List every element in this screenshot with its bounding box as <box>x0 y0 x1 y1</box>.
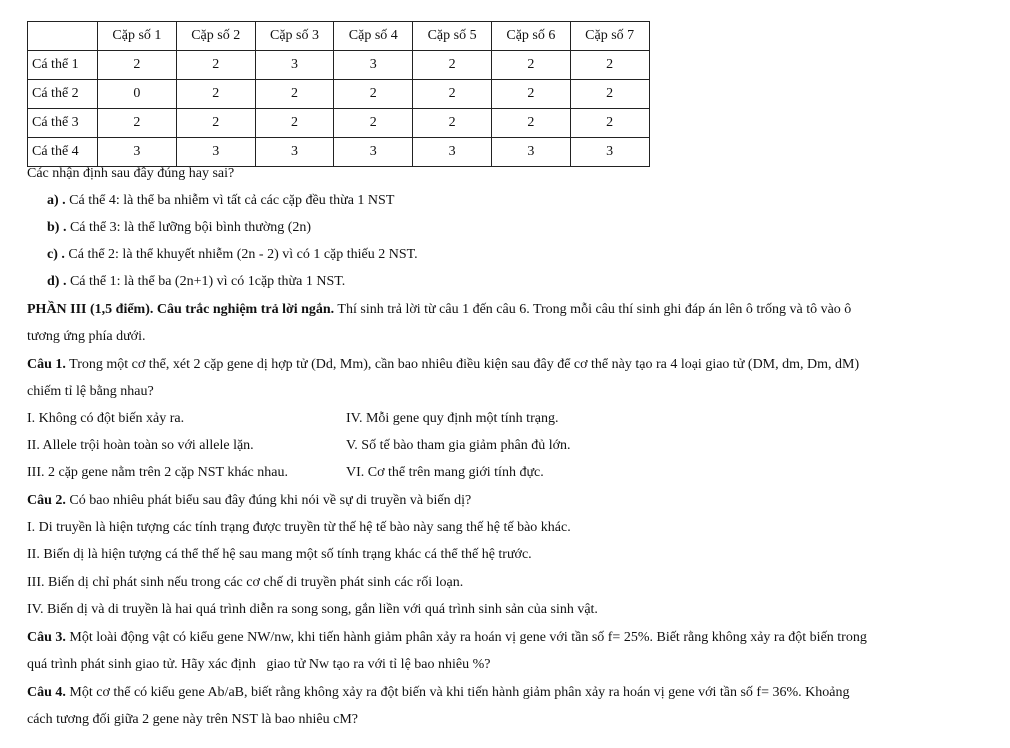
statement-label: b) . <box>47 220 67 235</box>
row-label: Cá thể 1 <box>28 51 98 80</box>
q1-option: I. Không có đột biến xảy ra. <box>27 411 185 426</box>
question-label: Câu 4. <box>27 685 66 700</box>
question-4-cont: cách tương đối giữa 2 gene này trên NST là bao nhiêu cM? <box>27 712 359 727</box>
table-cell: 2 <box>570 80 649 109</box>
statement-label: c) . <box>47 247 65 262</box>
table-cell: 2 <box>176 80 255 109</box>
table-cell: 3 <box>176 138 255 167</box>
table-cell: 2 <box>491 51 570 80</box>
question-text: Có bao nhiêu phát biểu sau đây đúng khi nói về sự di truyền và biến dị? <box>65 493 472 508</box>
table-row <box>28 51 650 80</box>
question-text: Một loài động vật có kiểu gene NW/nw, khi tiến hành giảm phân xảy ra hoán vị gene với tần số f= 25%. Biết rằng không xảy ra đột biến trong <box>65 630 867 645</box>
table-header-cell: Cặp số 5 <box>413 22 492 51</box>
question-prompt: Các nhận định sau đây đúng hay sai? <box>27 166 235 181</box>
part3-text-cont: tương ứng phía dưới. <box>27 329 146 344</box>
row-label: Cá thể 2 <box>28 80 98 109</box>
question-text: Trong một cơ thể, xét 2 cặp gene dị hợp tử (Dd, Mm), cần bao nhiêu điều kiện sau đây để cơ thể này tạo ra 4 loại giao tử (DM, dm, Dm, dM) <box>65 357 860 372</box>
question-1 <box>27 357 859 373</box>
part3-intro <box>27 302 851 318</box>
statement-label: a) . <box>47 193 66 208</box>
table-cell: 2 <box>491 80 570 109</box>
statement-c <box>47 247 418 263</box>
q2-item: II. Biến dị là hiện tượng cá thể thế hệ sau mang một số tính trạng khác cá thể thế hệ trước. <box>27 547 532 562</box>
statement-d <box>47 274 345 290</box>
table-header-cell <box>28 22 98 51</box>
table-cell: 2 <box>98 51 177 80</box>
table-header-row <box>28 22 650 51</box>
q1-option: III. 2 cặp gene nằm trên 2 cặp NST khác nhau. <box>27 465 288 480</box>
question-3 <box>27 630 867 646</box>
question-1-cont: chiếm tỉ lệ bằng nhau? <box>27 384 154 399</box>
table-cell: 3 <box>491 138 570 167</box>
table-cell: 3 <box>255 138 334 167</box>
table-header-cell: Cặp số 4 <box>334 22 413 51</box>
statement-text: Cá thể 2: là thể khuyết nhiễm (2n - 2) vì có 1 cặp thiếu 2 NST. <box>64 247 418 262</box>
table-row <box>28 138 650 167</box>
table-cell: 2 <box>570 51 649 80</box>
genotype-table <box>27 21 650 167</box>
table-cell: 2 <box>334 80 413 109</box>
table-cell: 3 <box>334 138 413 167</box>
statement-text: Cá thể 3: là thể lưỡng bội bình thường (2n) <box>66 220 312 235</box>
q1-option-row <box>27 438 254 454</box>
question-label: Câu 1. <box>27 357 66 372</box>
q2-item: I. Di truyền là hiện tượng các tính trạng được truyền từ thế hệ tế bào này sang thế hệ tế bào khác. <box>27 520 571 535</box>
question-text: Một cơ thể có kiểu gene Ab/aB, biết rằng không xảy ra đột biến và khi tiến hành giảm phân xảy ra hoán vị gene với tần số f= 36%. Khoảng <box>65 685 850 700</box>
q2-item: IV. Biến dị và di truyền là hai quá trình diễn ra song song, gắn liền với quá trình sinh sản của sinh vật. <box>27 602 598 617</box>
table-cell: 3 <box>334 51 413 80</box>
table-header-cell: Cặp số 7 <box>570 22 649 51</box>
table-cell: 2 <box>413 80 492 109</box>
table-cell: 3 <box>570 138 649 167</box>
table-cell: 3 <box>98 138 177 167</box>
question-label: Câu 2. <box>27 493 66 508</box>
q1-option: II. Allele trội hoàn toàn so với allele lặn. <box>27 438 254 453</box>
table-row <box>28 80 650 109</box>
statement-a <box>47 193 394 209</box>
q1-option: VI. Cơ thể trên mang giới tính đực. <box>346 465 544 480</box>
question-2 <box>27 493 471 509</box>
q1-option: V. Số tế bào tham gia giảm phân đủ lớn. <box>346 438 571 453</box>
table-cell: 2 <box>413 51 492 80</box>
row-label: Cá thể 3 <box>28 109 98 138</box>
table-cell: 3 <box>255 51 334 80</box>
table-cell: 2 <box>176 109 255 138</box>
table-header-cell: Cặp số 2 <box>176 22 255 51</box>
table-cell: 2 <box>570 109 649 138</box>
row-label: Cá thể 4 <box>28 138 98 167</box>
table-header-cell: Cặp số 6 <box>491 22 570 51</box>
question-label: Câu 3. <box>27 630 66 645</box>
q1-option-row <box>27 465 288 481</box>
table-cell: 2 <box>255 80 334 109</box>
question-4 <box>27 685 849 701</box>
table-cell: 2 <box>413 109 492 138</box>
statement-text: Cá thể 1: là thể ba (2n+1) vì có 1cặp thừa 1 NST. <box>66 274 346 289</box>
table-cell: 0 <box>98 80 177 109</box>
statement-b <box>47 220 311 236</box>
question-3-cont: quá trình phát sinh giao tử. Hãy xác định giao tử Nw tạo ra với tỉ lệ bao nhiêu %? <box>27 657 491 672</box>
table-cell: 2 <box>98 109 177 138</box>
statement-label: d) . <box>47 274 67 289</box>
table-header-cell: Cặp số 3 <box>255 22 334 51</box>
table-cell: 3 <box>413 138 492 167</box>
table-row <box>28 109 650 138</box>
table-cell: 2 <box>491 109 570 138</box>
q1-option-row <box>27 411 184 427</box>
table-header-cell: Cặp số 1 <box>98 22 177 51</box>
q1-option: IV. Mỗi gene quy định một tính trạng. <box>346 411 559 426</box>
part3-text: Thí sinh trả lời từ câu 1 đến câu 6. Trong mỗi câu thí sinh ghi đáp án lên ô trống và tô vào ô <box>334 302 852 317</box>
part3-heading: PHẦN III (1,5 điểm). Câu trắc nghiệm trả lời ngắn. <box>27 302 335 317</box>
q2-item: III. Biến dị chỉ phát sinh nếu trong các cơ chế di truyền phát sinh các rối loạn. <box>27 575 464 590</box>
table-cell: 2 <box>176 51 255 80</box>
table-cell: 2 <box>255 109 334 138</box>
table-cell: 2 <box>334 109 413 138</box>
statement-text: Cá thể 4: là thể ba nhiễm vì tất cả các cặp đều thừa 1 NST <box>65 193 395 208</box>
